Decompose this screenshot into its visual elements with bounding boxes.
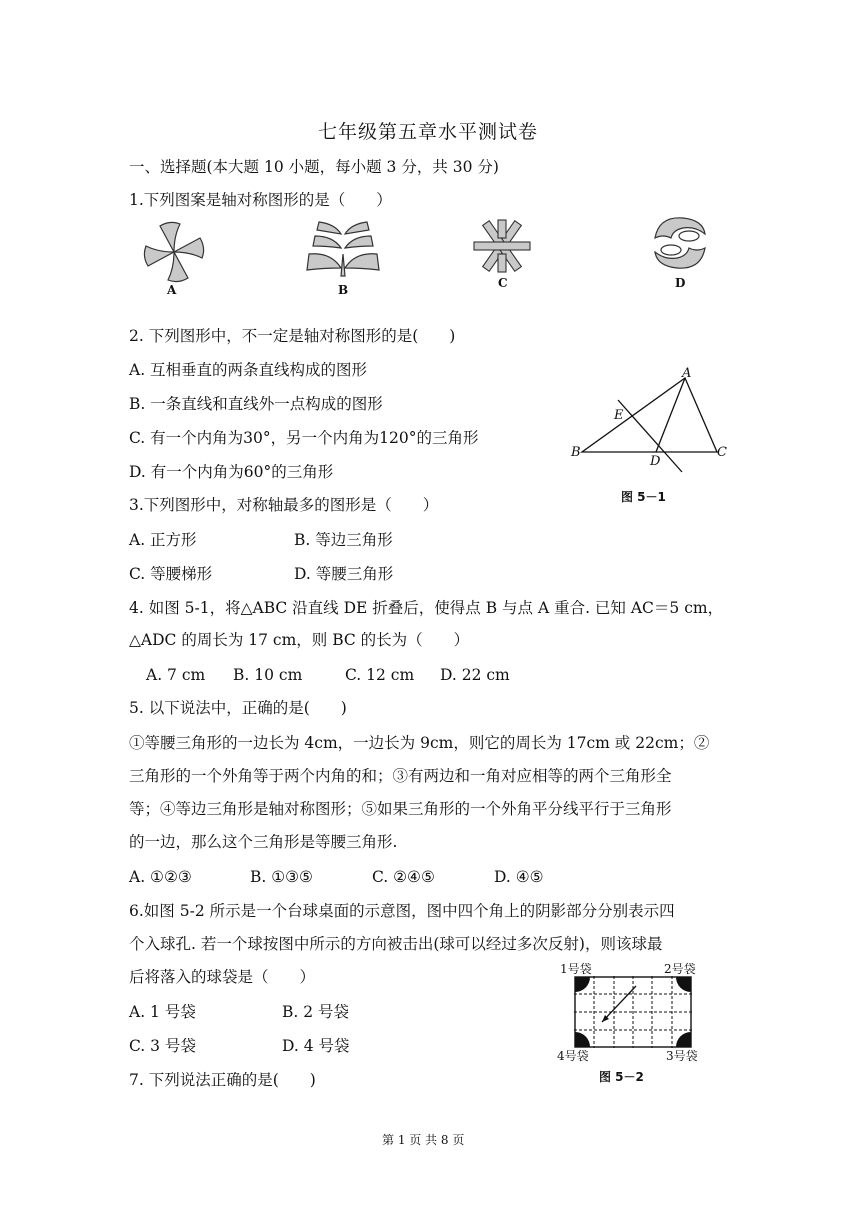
figure-a-label: A bbox=[167, 283, 177, 297]
q5-stem: 5. 以下说法中，正确的是( ) bbox=[129, 699, 347, 717]
figure-5-2-caption: 图 5－2 bbox=[599, 1070, 644, 1084]
q6-option-c: C. 3 号袋 bbox=[129, 1037, 196, 1055]
q3-option-c: C. 等腰梯形 bbox=[129, 565, 213, 583]
q6-option-d: D. 4 号袋 bbox=[282, 1037, 350, 1055]
q3-option-a: A. 正方形 bbox=[129, 531, 197, 549]
q5-option-d: D. ④⑤ bbox=[494, 868, 544, 886]
section-heading: 一、选择题(本大题 10 小题，每小题 3 分，共 30 分) bbox=[129, 158, 499, 176]
pocket-2-label: 2号袋 bbox=[664, 962, 696, 976]
point-b-label: B bbox=[571, 445, 581, 460]
page-footer: 第 1 页 共 8 页 bbox=[382, 1133, 465, 1147]
q4-line-2: △ADC 的周长为 17 cm，则 BC 的长为（ ） bbox=[129, 631, 470, 649]
q5-line-4: 的一边，那么这个三角形是等腰三角形. bbox=[129, 833, 398, 851]
q6-option-b: B. 2 号袋 bbox=[282, 1003, 350, 1021]
q5-line-1: ①等腰三角形的一边长为 4cm，一边长为 9cm，则它的周长为 17cm 或 22cm；② bbox=[129, 734, 710, 752]
q4-line-1: 4. 如图 5-1，将△ABC 沿直线 DE 折叠后，使得点 B 与点 A 重合. 已知 AC＝5 cm， bbox=[129, 599, 724, 617]
q5-line-3: 等；④等边三角形是轴对称图形；⑤如果三角形的一个外角平分线平行于三角形 bbox=[129, 800, 672, 818]
q1-stem: 1.下列图案是轴对称图形的是（ ） bbox=[129, 191, 392, 209]
figure-c-label: C bbox=[498, 276, 508, 290]
figure-5-1-caption: 图 5－1 bbox=[621, 490, 666, 504]
figure-c-star bbox=[470, 216, 534, 276]
q6-option-a: A. 1 号袋 bbox=[129, 1003, 196, 1021]
q5-line-2: 三角形的一个外角等于两个内角的和；③有两边和一角对应相等的两个三角形全 bbox=[129, 767, 672, 785]
q5-option-a: A. ①②③ bbox=[129, 868, 192, 886]
point-a-label: A bbox=[682, 366, 692, 381]
q2-option-b: B. 一条直线和直线外一点构成的图形 bbox=[129, 395, 383, 413]
q4-option-b: B. 10 cm bbox=[233, 666, 303, 684]
q4-option-d: D. 22 cm bbox=[440, 666, 510, 684]
q2-stem: 2. 下列图形中，不一定是轴对称图形的是( ) bbox=[129, 327, 456, 345]
q6-line-2: 个入球孔. 若一个球按图中所示的方向被击出(球可以经过多次反射)，则该球最 bbox=[129, 935, 663, 953]
q4-option-c: C. 12 cm bbox=[345, 666, 415, 684]
figure-5-1-triangle bbox=[570, 368, 735, 468]
q2-option-d: D. 有一个内角为60°的三角形 bbox=[129, 463, 334, 481]
q3-option-d: D. 等腰三角形 bbox=[294, 565, 394, 583]
q2-option-a: A. 互相垂直的两条直线构成的图形 bbox=[129, 361, 368, 379]
page-title: 七年级第五章水平测试卷 bbox=[318, 121, 539, 143]
figure-b-label: B bbox=[338, 283, 349, 297]
q5-option-c: C. ②④⑤ bbox=[372, 868, 435, 886]
figure-b-wings bbox=[305, 218, 381, 280]
q5-option-b: B. ①③⑤ bbox=[250, 868, 313, 886]
figure-d-label: D bbox=[675, 276, 686, 290]
q4-option-a: A. 7 cm bbox=[146, 666, 206, 684]
figure-5-2-table bbox=[574, 976, 692, 1048]
q3-option-b: B. 等边三角形 bbox=[294, 531, 393, 549]
point-d-label: D bbox=[650, 454, 661, 469]
q6-line-3: 后将落入的球袋是（ ） bbox=[129, 968, 316, 986]
pocket-4-label: 4号袋 bbox=[557, 1049, 589, 1063]
q7-stem: 7. 下列说法正确的是( ) bbox=[129, 1071, 316, 1089]
q2-option-c: C. 有一个内角为30°，另一个内角为120°的三角形 bbox=[129, 429, 479, 447]
point-e-label: E bbox=[614, 408, 624, 423]
point-c-label: C bbox=[717, 445, 727, 460]
pocket-3-label: 3号袋 bbox=[666, 1049, 698, 1063]
figure-d-swirl bbox=[645, 212, 715, 274]
q3-stem: 3.下列图形中，对称轴最多的图形是（ ） bbox=[129, 496, 439, 514]
pocket-1-label: 1号袋 bbox=[560, 962, 592, 976]
q6-line-1: 6.如图 5-2 所示是一个台球桌面的示意图，图中四个角上的阴影部分分别表示四 bbox=[129, 902, 675, 920]
figure-a-pinwheel bbox=[140, 218, 208, 286]
